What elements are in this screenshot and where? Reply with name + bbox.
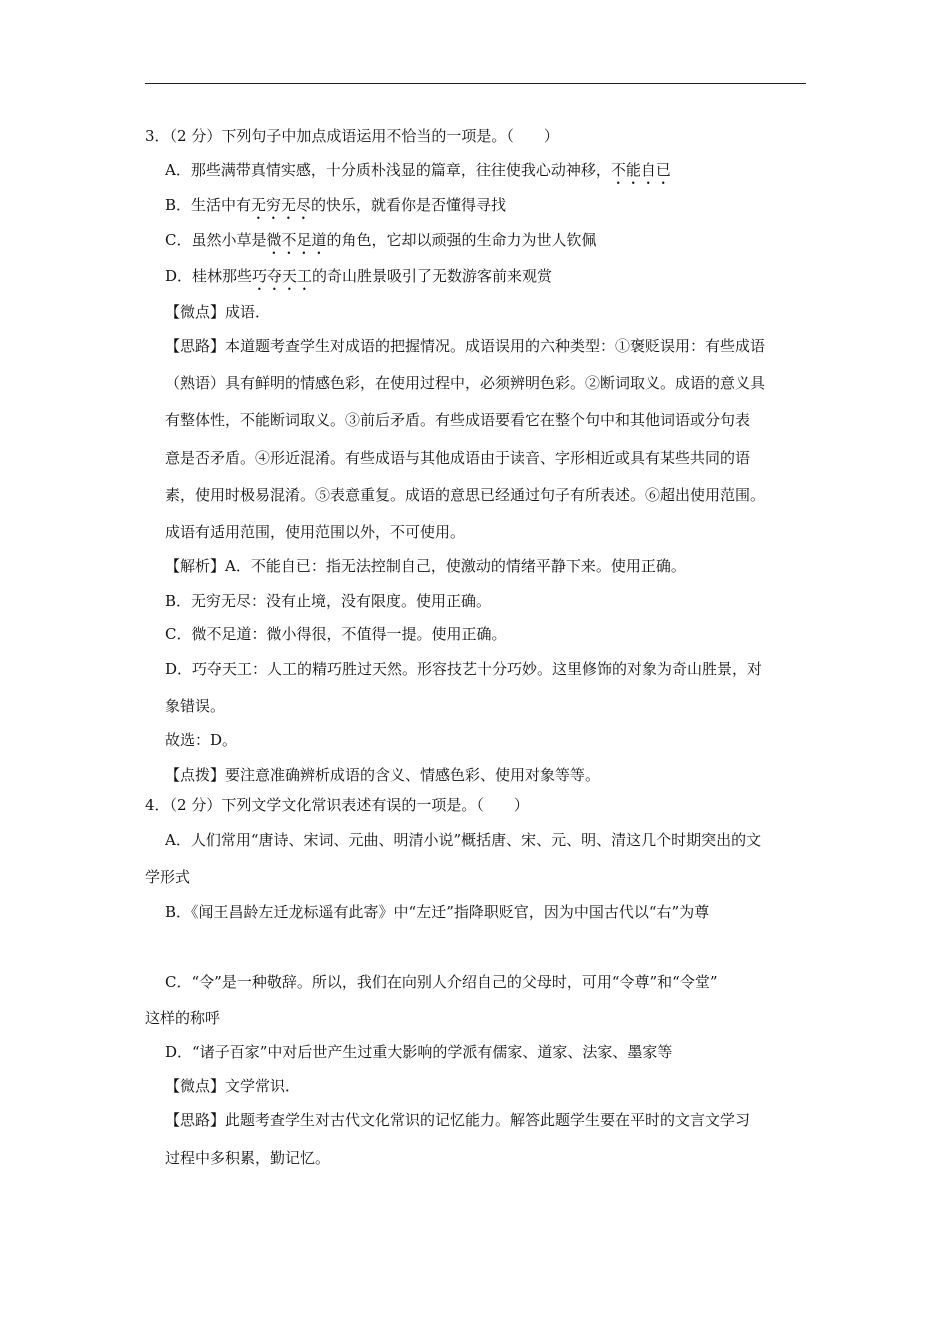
q3-option-a-text: A．那些满带真情实感，十分质朴浅显的篇章，往往使我心动神移， — [165, 161, 611, 179]
q3-idea-line: （熟语）具有鲜明的情感色彩，在使用过程中，必须辨明色彩。②断词取义。成语的意义具 — [165, 374, 766, 392]
q3-option-a — [165, 160, 671, 188]
q3-idea-line: 意是否矛盾。④形近混淆。有些成语与其他成语由于读音、字形相近或具有某些共同的语 — [165, 449, 751, 467]
q3-option-c-idiom: 微不足道 — [266, 231, 327, 249]
q3-option-c-post: 的角色，它却以顽强的生命力为世人钦佩 — [326, 231, 597, 249]
q4-option-c-cont: 这样的称呼 — [145, 1009, 221, 1027]
q4-idea-line: 过程中多积累，勤记忆。 — [165, 1149, 331, 1167]
q4-option-d: D．“诸子百家”中对后世产生过重大影响的学派有儒家、道家、法家、墨家等 — [165, 1043, 673, 1061]
q3-point: 【微点】成语． — [165, 303, 271, 321]
q4-option-c: C．“令”是一种敬辞。所以，我们在向别人介绍自己的父母时，可用“令尊”和“令堂” — [165, 973, 718, 991]
q3-option-b-pre: B．生活中有 — [165, 196, 252, 214]
q3-idea-line: 有整体性，不能断词取义。③前后矛盾。有些成语要看它在整个句中和其他词语或分句表 — [165, 411, 751, 429]
q4-idea-line: 【思路】此题考查学生对古代文化常识的记忆能力。解答此题学生要在平时的文言文学习 — [165, 1111, 751, 1129]
q3-option-c — [165, 230, 597, 258]
q3-idea-line: 【思路】本道题考查学生对成语的把握情况。成语误用的六种类型：①褒贬误用：有些成语 — [165, 337, 766, 355]
header-rule — [145, 83, 806, 84]
q4-header: 4．（2 分）下列文学文化常识表述有误的一项是。（ ） — [145, 796, 529, 814]
q3-idea-line: 素，使用时极易混淆。⑤表意重复。成语的意思已经通过句子有所表述。⑥超出使用范围。 — [165, 486, 766, 504]
q3-analysis-line: 【解析】A．不能自已：指无法控制自己，使激动的情绪平静下来。使用正确。 — [165, 557, 686, 575]
q3-option-d-post: 的奇山胜景吸引了无数游客前来观赏 — [312, 267, 553, 285]
q4-option-b: B．《闻王昌龄左迁龙标遥有此寄》中“左迁”指降职贬官，因为中国古代以“右”为尊 — [165, 903, 710, 921]
q3-option-a-idiom: 不能自已 — [610, 161, 671, 179]
q3-analysis-line: 故选：D。 — [165, 731, 238, 749]
q3-tip: 【点拨】要注意准确辨析成语的含义、情感色彩、使用对象等等。 — [165, 766, 601, 784]
q3-option-b — [165, 195, 506, 223]
q3-option-b-idiom: 无穷无尽 — [251, 196, 312, 214]
q3-analysis-line: 象错误。 — [165, 697, 226, 715]
q3-analysis-line: D．巧夺天工：人工的精巧胜过天然。形容技艺十分巧妙。这里修饰的对象为奇山胜景，对 — [165, 660, 763, 678]
q3-analysis-line: C．微不足道：微小得很，不值得一提。使用正确。 — [165, 625, 507, 643]
q3-option-b-post: 的快乐，就看你是否懂得寻找 — [311, 196, 507, 214]
q4-point: 【微点】文学常识． — [165, 1077, 301, 1095]
q4-option-a: A．人们常用“唐诗、宋词、元曲、明清小说”概括唐、宋、元、明、清这几个时期突出的文 — [165, 831, 762, 849]
q3-header: 3．（2 分）下列句子中加点成语运用不恰当的一项是。（ ） — [145, 127, 559, 145]
q4-option-a-cont: 学形式 — [145, 868, 191, 886]
q3-option-d-pre: D．桂林那些 — [165, 267, 253, 285]
q3-option-c-pre: C．虽然小草是 — [165, 231, 267, 249]
q3-idea-line: 成语有适用范围，使用范围以外，不可使用。 — [165, 523, 466, 541]
q3-analysis-line: B．无穷无尽：没有止境，没有限度。使用正确。 — [165, 592, 492, 610]
q3-option-d-idiom: 巧夺天工 — [252, 267, 313, 285]
q3-option-d — [165, 266, 552, 294]
